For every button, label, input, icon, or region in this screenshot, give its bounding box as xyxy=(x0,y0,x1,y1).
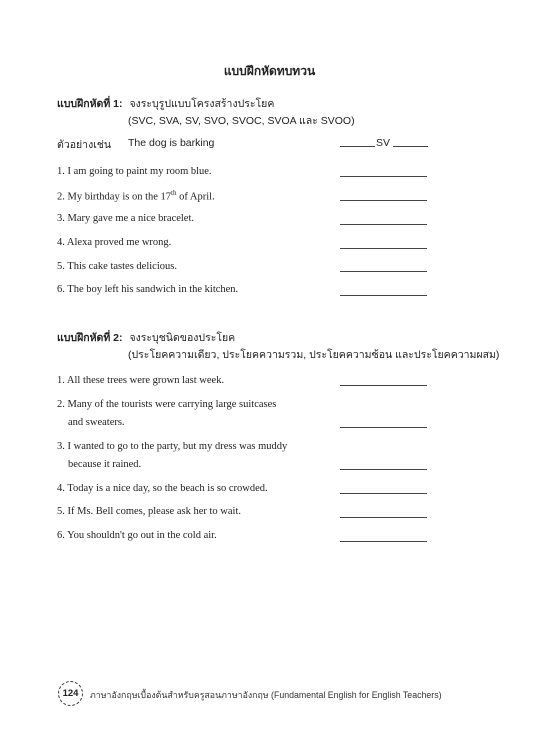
ex2-answer-line-5[interactable] xyxy=(340,517,427,518)
ex1-item-2: 2. My birthday is on the 17th of April. xyxy=(57,189,215,203)
ex2-item-3: 3. I wanted to go to the party, but my dress was muddy xyxy=(57,441,288,452)
page-number-badge xyxy=(58,681,83,706)
ex2-answer-line-1[interactable] xyxy=(340,385,427,386)
ex1-item-4: 4. Alexa proved me wrong. xyxy=(57,237,172,248)
exercise-2-label: แบบฝึกหัดที่ 2: xyxy=(57,332,123,344)
ex2-item-6: 6. You shouldn't go out in the cold air. xyxy=(57,530,217,541)
exercise-1-instruction: จงระบุรูปแบบโครงสร้างประโยค xyxy=(129,98,275,110)
ex2-item-2: 2. Many of the tourists were carrying large suitcases xyxy=(57,399,277,410)
exercise-1-options: (SVC, SVA, SV, SVO, SVOC, SVOA และ SVOO) xyxy=(128,115,355,127)
ex2-item-1: 1. All these trees were grown last week. xyxy=(57,375,225,386)
example-label: ตัวอย่างเช่น xyxy=(57,139,112,151)
ex2-item-2-cont: and sweaters. xyxy=(68,417,125,428)
ex2-item-5: 5. If Ms. Bell comes, please ask her to wait. xyxy=(57,506,241,517)
ex1-answer-line-4[interactable] xyxy=(340,248,427,249)
example-answer-text: SV xyxy=(376,137,391,149)
exercise-2-header xyxy=(57,329,235,346)
ex2-item-4: 4. Today is a nice day, so the beach is so crowded. xyxy=(57,483,268,494)
ex1-item-1: 1. I am going to paint my room blue. xyxy=(57,166,212,177)
ex1-item-6: 6. The boy left his sandwich in the kitchen. xyxy=(57,284,239,295)
ex1-answer-line-1[interactable] xyxy=(340,176,427,177)
exercise-1-header xyxy=(57,95,274,112)
ex1-answer-line-6[interactable] xyxy=(340,295,427,296)
ex2-answer-line-3[interactable] xyxy=(340,469,427,470)
ex1-item-3: 3. Mary gave me a nice bracelet. xyxy=(57,213,195,224)
page-title: แบบฝึกหัดทบทวน xyxy=(223,64,316,78)
exercise-2-instruction: จงระบุชนิดของประโยค xyxy=(129,332,236,344)
ex1-answer-line-5[interactable] xyxy=(340,271,427,272)
ex1-answer-line-2[interactable] xyxy=(340,200,427,201)
exercise-2-options: (ประโยคความเดียว, ประโยคความรวม, ประโยคความซ้อน และประโยคความผสม) xyxy=(128,349,500,361)
ex1-item-5: 5. This cake tastes delicious. xyxy=(57,261,177,272)
page-number: 124 xyxy=(62,688,79,699)
ex2-answer-line-4[interactable] xyxy=(340,493,427,494)
ex2-answer-line-2[interactable] xyxy=(340,427,427,428)
footer-book-title: ภาษาอังกฤษเบื้องต้นสำหรับครูสอนภาษาอังกฤษ (Fundamental English for English Teachers) xyxy=(90,690,442,700)
ex1-answer-line-3[interactable] xyxy=(340,224,427,225)
exercise-1-label: แบบฝึกหัดที่ 1: xyxy=(57,98,123,110)
example-sentence: The dog is barking xyxy=(128,137,215,149)
ex2-item-3-cont: because it rained. xyxy=(68,459,142,470)
ex2-answer-line-6[interactable] xyxy=(340,541,427,542)
